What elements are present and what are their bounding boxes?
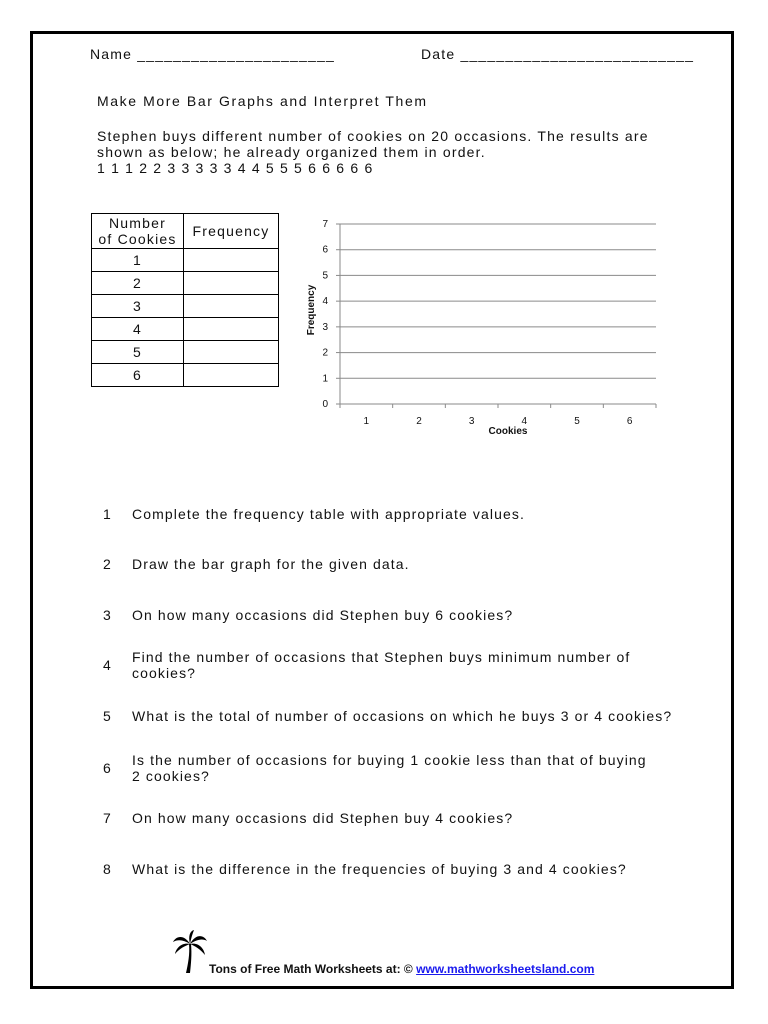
cookie-count-cell: 6 — [92, 364, 184, 387]
intro-line-1: Stephen buys different number of cookies on 20 occasions. The results are — [97, 128, 649, 144]
frequency-cell[interactable] — [184, 364, 279, 387]
intro-text — [97, 128, 649, 176]
question-text: What is the difference in the frequencies of buying 3 and 4 cookies? — [132, 861, 627, 877]
table-row — [92, 295, 279, 318]
y-tick-label: 5 — [322, 270, 328, 282]
footer — [209, 962, 594, 976]
footer-link[interactable]: www.mathworksheetsland.com — [416, 962, 595, 976]
bar-graph-svg[interactable] — [300, 210, 670, 440]
y-axis-title: Frequency — [306, 284, 317, 336]
cookie-count-cell: 3 — [92, 295, 184, 318]
cookie-count-cell: 4 — [92, 318, 184, 341]
worksheet-title: Make More Bar Graphs and Interpret Them — [97, 93, 428, 109]
question-number: 1 — [103, 506, 111, 522]
y-tick-label: 1 — [322, 373, 328, 385]
frequency-table — [91, 213, 279, 387]
question-number: 2 — [103, 556, 111, 572]
frequency-cell[interactable] — [184, 295, 279, 318]
x-tick-label: 5 — [574, 416, 580, 427]
question-number: 8 — [103, 861, 111, 877]
x-tick-label: 6 — [626, 416, 633, 427]
footer-text: Tons of Free Math Worksheets at: © — [209, 962, 413, 976]
question-text: What is the total of number of occasions on which he buys 3 or 4 cookies? — [132, 708, 673, 724]
x-tick-label: 3 — [468, 416, 475, 427]
frequency-cell[interactable] — [184, 272, 279, 295]
y-tick-label: 4 — [322, 296, 328, 308]
date-field[interactable]: Date __________________________ — [421, 46, 695, 62]
question-number: 6 — [103, 760, 111, 776]
table-row — [92, 272, 279, 295]
table-row — [92, 318, 279, 341]
table-row — [92, 364, 279, 387]
question-text: Find the number of occasions that Stephen buys minimum number of cookies? — [132, 649, 631, 681]
x-tick-label: 4 — [521, 416, 528, 427]
question-number: 5 — [103, 708, 111, 724]
question-text: Complete the frequency table with appropriate values. — [132, 506, 525, 522]
question-number: 4 — [103, 657, 111, 673]
table-row — [92, 249, 279, 272]
y-tick-label: 2 — [322, 347, 328, 359]
header-number-of-cookies: Number of Cookies — [92, 214, 184, 249]
y-tick-label: 6 — [322, 244, 328, 256]
question-text: Draw the bar graph for the given data. — [132, 556, 410, 572]
x-axis-title: Cookies — [488, 426, 528, 437]
question-text: Is the number of occasions for buying 1 cookie less than that of buying 2 cookies? — [132, 752, 647, 784]
frequency-cell[interactable] — [184, 249, 279, 272]
x-tick-label: 2 — [416, 416, 422, 427]
x-tick-label: 1 — [363, 416, 370, 427]
y-tick-label: 0 — [322, 399, 328, 410]
question-text: On how many occasions did Stephen buy 4 cookies? — [132, 810, 514, 826]
palm-tree-icon — [172, 930, 208, 974]
data-list: 1 1 1 2 2 3 3 3 3 3 4 4 5 5 5 6 6 6 6 6 — [97, 160, 374, 176]
frequency-cell[interactable] — [184, 341, 279, 364]
question-text: On how many occasions did Stephen buy 6 cookies? — [132, 607, 514, 623]
bar-graph — [300, 210, 670, 445]
table-row — [92, 341, 279, 364]
intro-line-2: shown as below; he already organized them in order. — [97, 144, 486, 160]
cookie-count-cell: 1 — [92, 249, 184, 272]
frequency-cell[interactable] — [184, 318, 279, 341]
question-number: 3 — [103, 607, 111, 623]
cookie-count-cell: 2 — [92, 272, 184, 295]
question-number: 7 — [103, 810, 111, 826]
cookie-count-cell: 5 — [92, 341, 184, 364]
header-frequency: Frequency — [184, 214, 279, 249]
y-tick-label: 7 — [322, 219, 328, 230]
y-tick-label: 3 — [322, 321, 328, 333]
name-field[interactable]: Name ______________________ — [90, 46, 335, 62]
